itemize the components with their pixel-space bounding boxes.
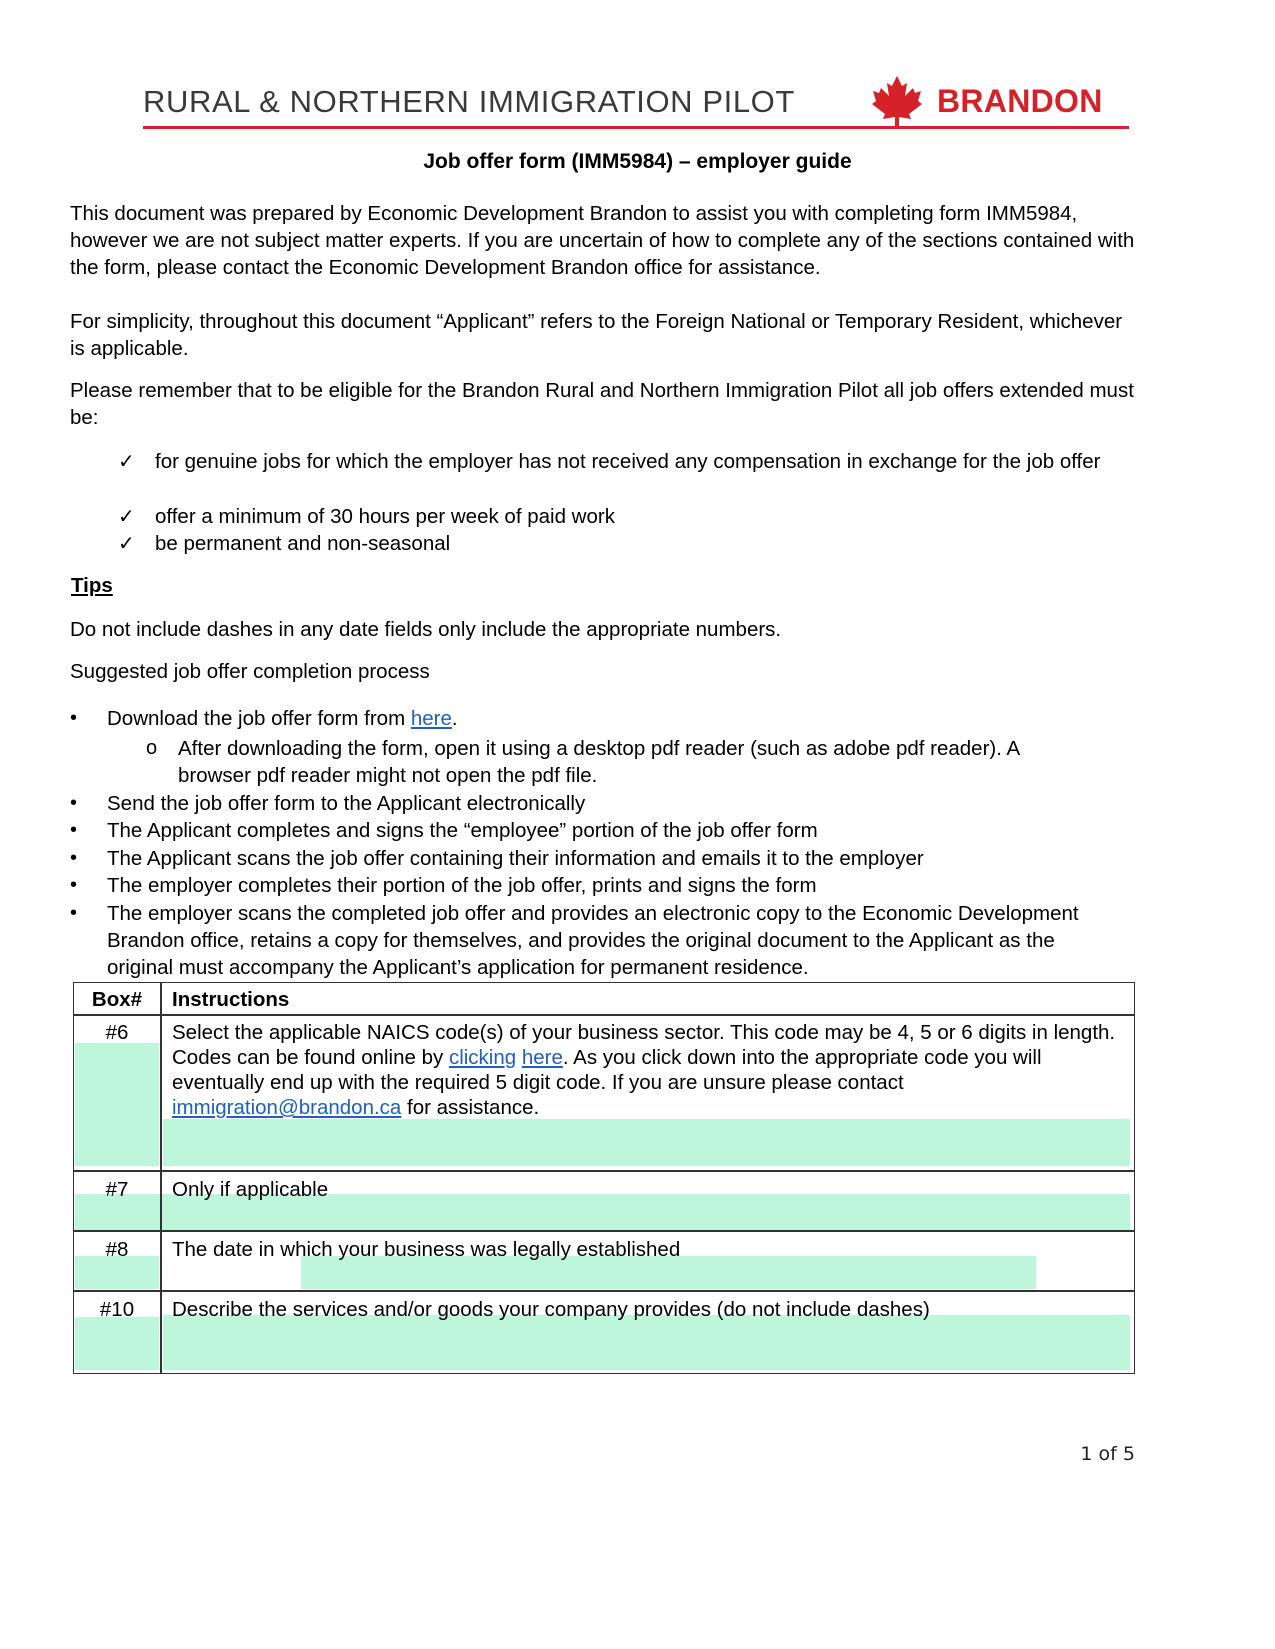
checkmark-icon: ✓ xyxy=(118,449,135,473)
step-text: The Applicant scans the job offer containing their information and emails it to the employer xyxy=(107,847,924,870)
brand-name: BRANDON xyxy=(937,83,1103,119)
field-highlight xyxy=(75,1317,159,1370)
instructions-table xyxy=(73,982,1135,1374)
process-heading: Suggested job offer completion process xyxy=(70,660,430,683)
substep-text: After downloading the form, open it using a desktop pdf reader (such as adobe pdf reader). A browser pdf reader might not open the pdf file. xyxy=(178,737,1020,787)
bullet-icon: • xyxy=(70,819,78,841)
bullet-icon: • xyxy=(70,847,78,869)
instruction-text: The date in which your business was legally established xyxy=(172,1238,681,1261)
bullet-icon: • xyxy=(70,707,78,729)
program-name: RURAL & NORTHERN IMMIGRATION PILOT xyxy=(143,84,795,119)
naics-clicking-link[interactable]: clicking xyxy=(448,1046,517,1069)
step-text: The employer completes their portion of the job offer, prints and signs the form xyxy=(107,874,817,897)
applicant-definition-paragraph: For simplicity, throughout this document “Applicant” refers to the Foreign National or Temporary Resident, whichever is applicable. xyxy=(70,310,1123,360)
field-highlight xyxy=(163,1119,1130,1166)
instruction-text: Only if applicable xyxy=(172,1178,329,1201)
tips-note: Do not include dashes in any date fields only include the appropriate numbers. xyxy=(70,618,782,641)
column-header-box: Box# xyxy=(91,988,143,1011)
naics-here-link[interactable]: here xyxy=(521,1046,563,1069)
maple-leaf-icon xyxy=(871,74,923,130)
checklist-text: for genuine jobs for which the employer has not received any compensation in exchange for the job offer xyxy=(155,450,1101,473)
page-number: 1 of 5 xyxy=(1080,1443,1135,1465)
bullet-icon: • xyxy=(70,874,78,896)
step-text: The Applicant completes and signs the “employee” portion of the job offer form xyxy=(107,819,818,842)
checkmark-icon: ✓ xyxy=(118,531,135,555)
step-text: Send the job offer form to the Applicant electronically xyxy=(107,792,586,815)
field-highlight xyxy=(75,1043,159,1166)
bullet-icon: • xyxy=(70,902,78,924)
box-number: #6 xyxy=(105,1021,129,1044)
bullet-icon: • xyxy=(70,792,78,814)
column-header-instructions: Instructions xyxy=(172,988,290,1011)
header-divider xyxy=(143,126,1129,129)
email-link[interactable]: immigration@brandon.ca xyxy=(172,1096,402,1119)
checklist-text: offer a minimum of 30 hours per week of paid work xyxy=(155,505,615,528)
sub-bullet-icon: o xyxy=(146,737,158,759)
instruction-text: Select the applicable NAICS code(s) of your business sector. This code may be 4, 5 or 6 digits in length. Codes can be found online by clicking here. As you click down into the appropriate code you will eventually end up with the required 5 digit code. If you are unsure please contact immigration@brandon.ca for assistance. xyxy=(172,1021,1116,1119)
checkmark-icon: ✓ xyxy=(118,504,135,528)
document-header xyxy=(143,70,1133,134)
eligibility-paragraph: Please remember that to be eligible for the Brandon Rural and Northern Immigration Pilot all job offers extended must be: xyxy=(70,379,1134,429)
box-number: #8 xyxy=(105,1238,129,1261)
checklist-text: be permanent and non-seasonal xyxy=(155,532,451,555)
tips-heading: Tips xyxy=(71,574,113,597)
box-number: #7 xyxy=(105,1178,129,1201)
instruction-text: Describe the services and/or goods your company provides (do not include dashes) xyxy=(172,1298,930,1321)
page-title: Job offer form (IMM5984) – employer guide xyxy=(423,150,852,173)
intro-paragraph: This document was prepared by Economic Development Brandon to assist you with completing form IMM5984, however we are not subject matter experts. If you are uncertain of how to complete any of the sections contained with the form, please contact the Economic Development Brandon office for assistance. xyxy=(70,202,1135,279)
step-text: Download the job offer form from here. xyxy=(107,707,458,730)
step-text: The employer scans the completed job offer and provides an electronic copy to the Economic Development Brandon office, retains a copy for themselves, and provides the original document to the Applicant as the original must accompany the Applicant’s application for permanent residence. xyxy=(107,902,1079,979)
box-number: #10 xyxy=(99,1298,135,1321)
download-form-link[interactable]: here xyxy=(410,707,452,730)
field-highlight xyxy=(163,1315,1130,1370)
